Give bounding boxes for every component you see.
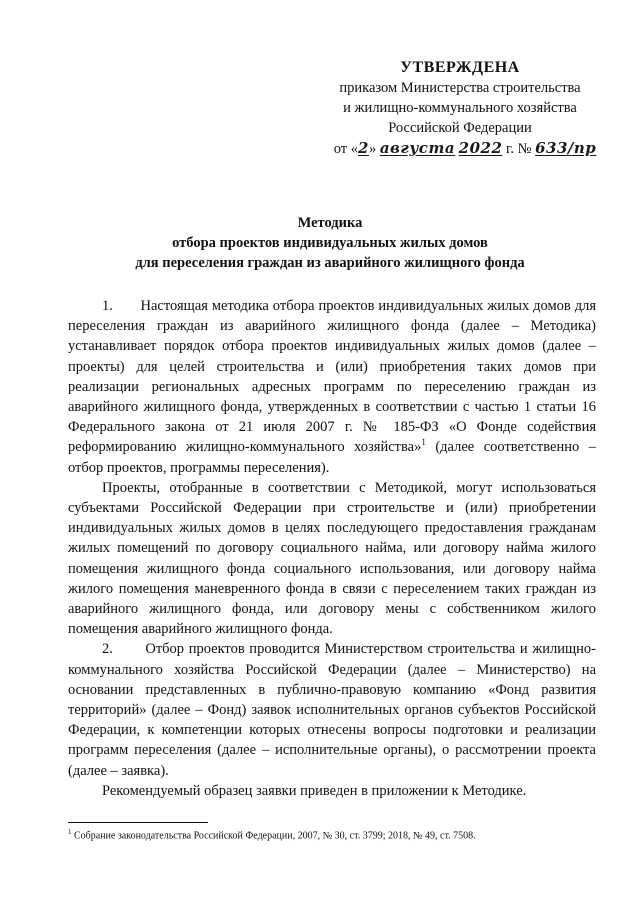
document-title [60, 213, 600, 273]
paragraph-1-tail: (далее соответственно – отбор проектов, программы переселения). [68, 439, 596, 476]
title-line-2: отбора проектов индивидуальных жилых домов [172, 235, 488, 251]
paragraph-1-number: 1. [102, 298, 113, 314]
footnote [68, 826, 608, 842]
date-mid: » [368, 141, 377, 157]
approval-line-3: Российской Федерации [388, 120, 532, 136]
paragraph-3-text: Отбор проектов проводится Министерством строительства и жилищно-коммунального хозяйства Российской Федерации (далее – Министерство) на основании представленных в публично-правовую компанию «Фонд развития территорий» (далее – Фонд) заявок исполнительных органов субъектов Российской Федерации, к компетенции которых отнесены вопросы подготовки и реализации программ переселения (далее – исполнительные органы), о рассмотрении проекта (далее – заявка). [68, 641, 597, 779]
approval-label: УТВЕРЖДЕНА [400, 59, 520, 76]
footnote-divider [68, 822, 208, 823]
paragraph-1-text: Настоящая методика отбора проектов индивидуальных жилых домов для переселения граждан из аварийного жилищного фонда (далее – Методика) устанавливает порядок отбора проектов индивидуальных жилых домов (далее – проекты) для целей строительства и (или) приобретения таких домов при реализации региональных адресных программ по переселению граждан из аварийного жилищного фонда, утвержденных в соответствии с частью 1 статьи 16 Федерального закона от 21 июля 2007 г. № 185-ФЗ «О Фонде содействия реформированию жилищно-коммунального хозяйства» [68, 298, 596, 456]
document-body [68, 296, 596, 801]
approval-line-1: приказом Министерства строительства [339, 80, 581, 96]
date-year: 2022 [458, 139, 503, 157]
paragraph-2: Проекты, отобранные в соответствии с Методикой, могут использоваться субъектами Российской Федерации при строительстве и (или) приобретении индивидуальных жилых домов в целях последующего предоставления гражданам жилых помещений по договору социального найма, или договору найма жилого помещения жилищного фонда социального использования, или договору найма жилого помещения маневренного фонда в связи с переселением таких граждан из аварийного жилищного фонда, или договору мены с собственником жилого помещения аварийного жилищного фонда. [68, 479, 596, 638]
paragraph-3-number: 2. [102, 641, 113, 658]
date-day: 2 [358, 139, 369, 157]
footnote-reference: 1 [421, 437, 426, 448]
title-line-1: Методика [297, 215, 363, 231]
title-line-3: для переселения граждан из аварийного жилищного фонда [135, 255, 525, 271]
approval-block [300, 58, 620, 159]
approval-date-line [310, 138, 620, 159]
date-prefix: от « [333, 141, 359, 157]
order-number: 633/пр [535, 139, 597, 157]
approval-line-2: и жилищно-коммунального хозяйства [343, 100, 577, 116]
paragraph-3 [68, 639, 596, 780]
paragraph-4: Рекомендуемый образец заявки приведен в приложении к Методике. [102, 782, 527, 799]
date-month: августа [379, 139, 456, 157]
footnote-mark: 1 [68, 828, 72, 836]
paragraph-1 [68, 296, 596, 478]
footnote-text: Собрание законодательства Российской Федерации, 2007, № 30, ст. 3799; 2018, № 49, ст. 7508. [71, 830, 476, 842]
date-suffix: г. № [506, 141, 532, 157]
